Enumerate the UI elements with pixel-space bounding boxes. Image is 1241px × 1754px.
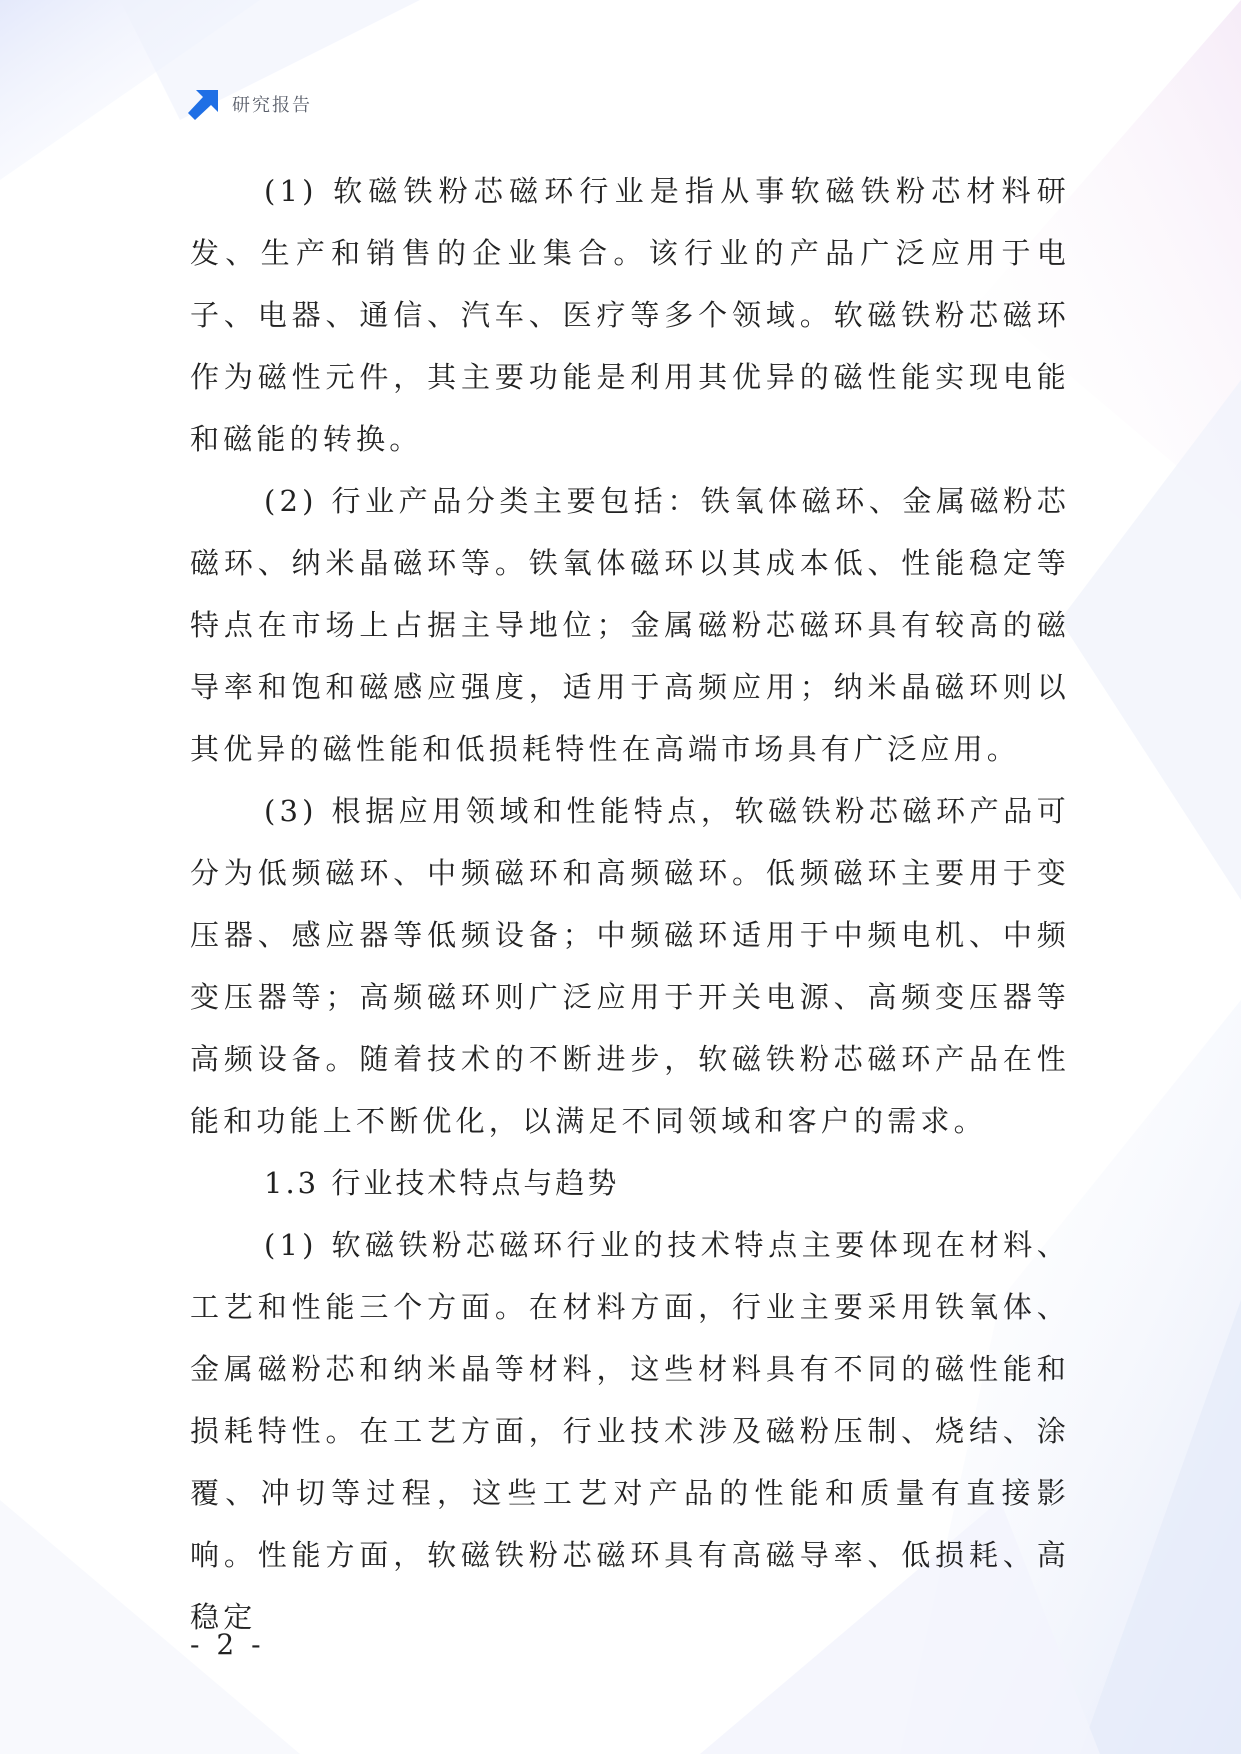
- report-header: [188, 88, 312, 120]
- document-body: [190, 160, 1070, 1648]
- paragraph-2: (2) 行业产品分类主要包括：铁氧体磁环、金属磁粉芯磁环、纳米晶磁环等。铁氧体磁环以其成本低、性能稳定等特点在市场上占据主导地位；金属磁粉芯磁环具有较高的磁导率和饱和磁感应强度，适用于高频应用；纳米晶磁环则以其优异的磁性能和低损耗特性在高端市场具有广泛应用。: [190, 484, 1070, 766]
- paragraph-4: (1) 软磁铁粉芯磁环行业的技术特点主要体现在材料、工艺和性能三个方面。在材料方面，行业主要采用铁氧体、金属磁粉芯和纳米晶等材料，这些材料具有不同的磁性能和损耗特性。在工艺方面，行业技术涉及磁粉压制、烧结、涂覆、冲切等过程，这些工艺对产品的性能和质量有直接影响。性能方面，软磁铁粉芯磁环具有高磁导率、低损耗、高稳定: [190, 1228, 1070, 1634]
- section-heading: 1.3 行业技术特点与趋势: [264, 1166, 620, 1200]
- header-title: 研究报告: [232, 95, 312, 116]
- page-number: - 2 -: [190, 1628, 265, 1661]
- paragraph-3: (3) 根据应用领域和性能特点，软磁铁粉芯磁环产品可分为低频磁环、中频磁环和高频磁环。低频磁环主要用于变压器、感应器等低频设备；中频磁环适用于中频电机、中频变压器等；高频磁环则广泛应用于开关电源、高频变压器等高频设备。随着技术的不断进步，软磁铁粉芯磁环产品在性能和功能上不断优化，以满足不同领域和客户的需求。: [190, 794, 1070, 1138]
- arrow-up-right-icon: [188, 88, 220, 120]
- paragraph-1: (1) 软磁铁粉芯磁环行业是指从事软磁铁粉芯材料研发、生产和销售的企业集合。该行业的产品广泛应用于电子、电器、通信、汽车、医疗等多个领域。软磁铁粉芯磁环作为磁性元件，其主要功能是利用其优异的磁性能实现电能和磁能的转换。: [190, 174, 1070, 456]
